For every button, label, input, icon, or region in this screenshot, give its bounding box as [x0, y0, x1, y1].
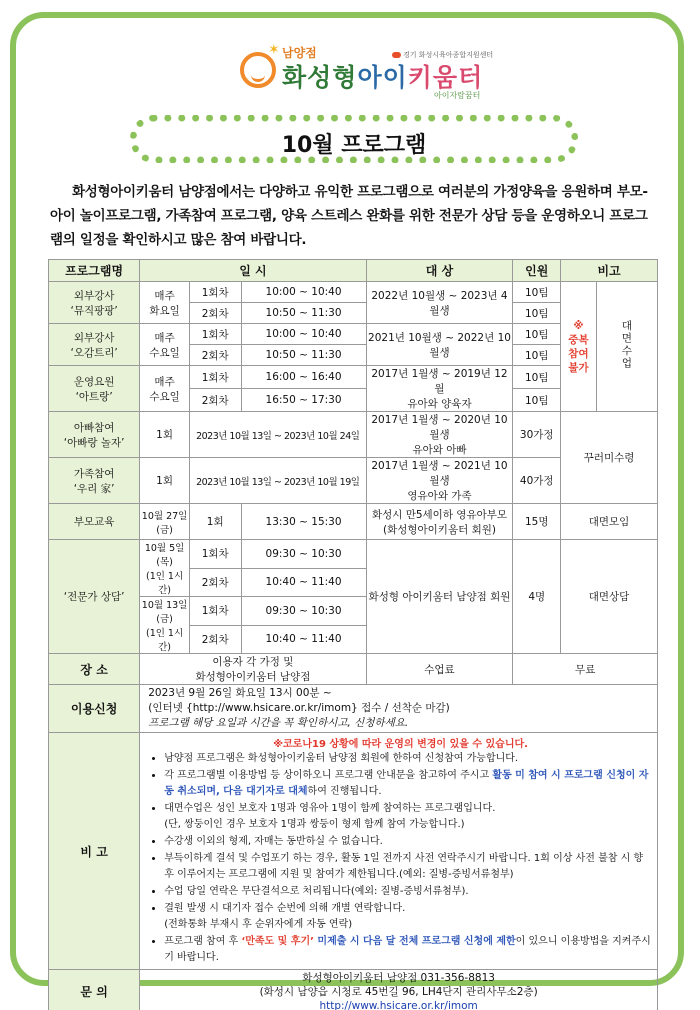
duplicate-note: ※ 중복 참여 불가 [561, 282, 597, 412]
table-row: 가족참여 ‘우리 家’ 1회 2023년 10월 13일 ~ 2023년 10월 19일 2017년 1월생 ~ 2021년 10월생 영유아와 가족 40가정 [49, 458, 658, 504]
face-note: 대면수업 [619, 320, 634, 370]
title-box [130, 115, 578, 163]
table-row: 2회차 10:50 ~ 11:30 10팀 [49, 303, 658, 324]
header-people: 인원 [513, 260, 561, 282]
agency-icon [392, 52, 401, 58]
agency-logo: 경기 화성시육아종합지원센터 [392, 50, 493, 60]
table-row: 부모교육 10월 27일(금) 1회 13:30 ~ 15:30 화성시 만5세이하 영유아부모 (화성형아이키움터 회원) 15명 대면모임 [49, 504, 658, 540]
table-row: 2회차 10:40 ~ 11:40 [49, 625, 658, 654]
header-program: 프로그램명 [49, 260, 140, 282]
contact-row: 문 의 화성형아이키움터 남양점 031-356-8813 (화성시 남양읍 시청로 45번길 96, LH4단지 관리사무소2층) http://www.hsicare.or.kr/imom [49, 970, 658, 1010]
apply-row: 이용신청 2023년 9월 26일 화요일 13시 00분 ~ (인터넷 {http://www.hsicare.or.kr/imom} 접수 / 선착순 마감) 프로그램 해당 요일과 시간을 꼭 확인하시고, 신청하세요. [49, 685, 658, 733]
table-row: 운영요원 ‘아트랑’ 매주 수요일 1회차 16:00 ~ 16:40 2017년 1월생 ~ 2019년 12월 유아와 양육자 10팀 [49, 366, 658, 389]
table-row: 외부강사 ‘오감트리’ 매주 수요일 1회차 10:00 ~ 10:40 2021년 10월생 ~ 2022년 10월생 10팀 [49, 324, 658, 345]
logo-name: 화성형아이키움터 [282, 58, 483, 94]
logo-sub: 아이자람꿈터 [434, 90, 480, 101]
table-row: ‘전문가 상담’ 10월 5일(목) (1인 1시간) 1회차 09:30 ~ 10:30 화성형 아이키움터 남양점 회원 4명 대면상담 [49, 540, 658, 569]
kit-note: 꾸러미수령 [561, 412, 658, 504]
table-row: 10월 13일(금) (1인 1시간) 1회차 09:30 ~ 10:30 [49, 597, 658, 626]
table-row: 2회차 16:50 ~ 17:30 10팀 [49, 389, 658, 412]
apply-link-text: (인터넷 {http://www.hsicare.or.kr/imom} 접수 / 선착순 마감) [148, 701, 657, 716]
table-row: 2회차 10:40 ~ 11:40 [49, 568, 658, 597]
table-row: 외부강사 ‘뮤직팡팡’ 매주 화요일 1회차 10:00 ~ 10:40 2022년 10월생 ~ 2023년 4월생 10팀 ※ 중복 참여 불가 대면수업 [49, 282, 658, 303]
logo-branch: 남양점 [282, 44, 317, 61]
table-row: 아빠참여 ‘아빠랑 놀자’ 1회 2023년 10월 13일 ~ 2023년 10월 24일 2017년 1월생 ~ 2020년 10월생 유아와 아빠 30가정 꾸러미수령 [49, 412, 658, 458]
notes-row: 비 고 ※코로나19 상황에 따라 운영의 변경이 있을 수 있습니다. • 남양점 프로그램은 화성형아이키움터 남양점 회원에 한하여 신청참여 가능합니다. • 각 프로그램별 이용방법 등 상이하오니 프로그램 안내문을 참고하여 주시고 활동 미 참여 시 프로그램 신청이 자동 취소되며, 다음 대기자로 대체하여 진행됩니다. • 대면수업은 성인 보호자 1명과 영유아 1명이 함께 참여하는 프로그램입니다. (단, 쌍둥이인 경우 보호자 1명과 쌍둥이 형제 함께 참여 가능합니다.) • 수강생 이외의 형제, 자매는 동반하실 수 없습니다. • 부득이하게 결석 및 수업포기 하는 경우, 활동 1일 전까지 사전 연락주시기 바랍니다. 1회 이상 사전 불참 시 향후 이루어지는 프로그램에 지원 및 참여가 제한됩니다.(예외: 질병-증빙서류첨부) • 수업 당일 연락은 무단결석으로 처리됩니다(예외: 질병-증빙서류첨부). • 결원 발생 시 대기자 접수 순번에 의해 개별 연락합니다. (전화통화 부재시 후 순위자에게 자동 연락) • 프로그램 참여 후 ‘만족도 및 후기’ 미제출 시 다음 달 전체 프로그램 신청에 제한이 있으니 이용방법을 지켜주시기 바랍니다. [49, 733, 658, 970]
sparkle-icon: ✶ [268, 42, 280, 58]
page-title: 10월 프로그램 [137, 128, 571, 159]
header-note: 비고 [561, 260, 658, 282]
program-table [48, 259, 658, 1010]
table-header-row [49, 260, 658, 282]
intro-text: 화성형아이키움터 남양점에서는 다양하고 유익한 프로그램으로 여러분의 가정양육을 응원하며 부모-아이 놀이프로그램, 가족참여 프로그램, 양육 스트레스 완화를 위한 전문가 상담 등을 운영하오니 프로그램의 일정을 확인하시고 많은 참여 바랍니다. [50, 180, 655, 252]
place-row: 장 소 이용자 각 가정 및 화성형아이키움터 남양점 수업료 무료 [49, 654, 658, 685]
table-row: 2회차 10:50 ~ 11:30 10팀 [49, 345, 658, 366]
header-schedule: 일 시 [140, 260, 366, 282]
header-target: 대 상 [366, 260, 513, 282]
contact-link[interactable]: http://www.hsicare.or.kr/imom [319, 1000, 477, 1010]
